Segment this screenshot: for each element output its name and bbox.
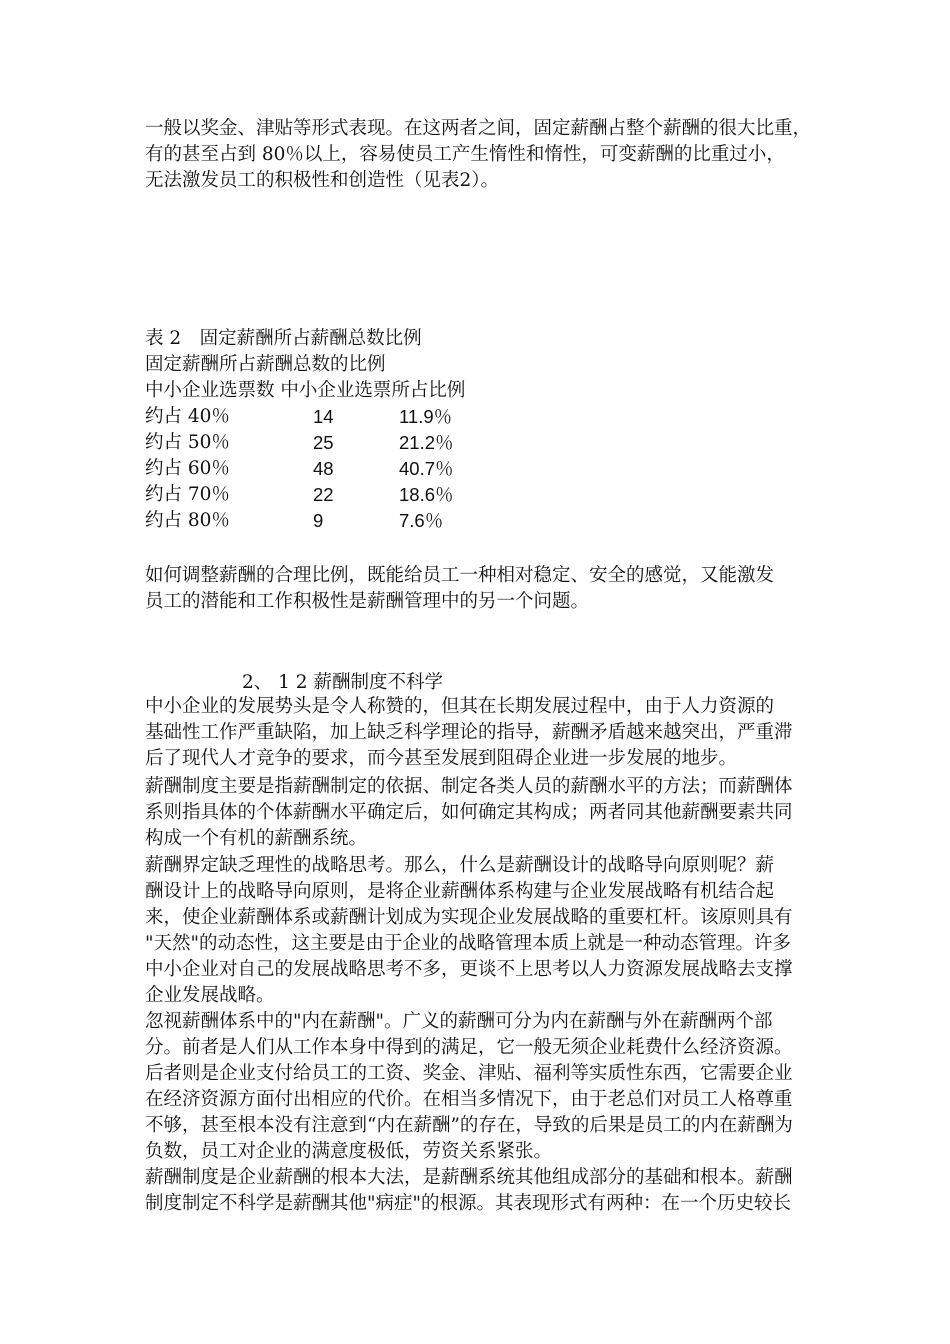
table-cell-share: 21.2％	[399, 432, 454, 453]
text-line: 后者则是企业支付给员工的工资、奖金、津贴、福利等实质性东西，它需要企业	[145, 1063, 793, 1084]
table-cell-count: 22	[313, 484, 334, 505]
body-paragraph	[145, 694, 810, 772]
text-line: 薪酬界定缺乏理性的战略思考。那么，什么是薪酬设计的战略导向原则呢？薪	[145, 855, 775, 876]
text-line: "天然"的动态性，这主要是由于企业的战略管理本质上就是一种动态管理。许多	[145, 933, 792, 954]
section-heading: 2、 1 2 薪酬制度不科学	[242, 672, 443, 693]
text-line: 薪酬制度是企业薪酬的根本大法，是薪酬系统其他组成部分的基础和根本。薪酬	[145, 1167, 793, 1188]
table-cell-count: 48	[313, 458, 334, 479]
table-cell-ratio: 约占 80％	[145, 510, 230, 531]
text-line: 分。前者是人们从工作本身中得到的满足，它一般无须企业耗费什么经济资源。	[145, 1037, 793, 1058]
table-col1-header: 固定薪酬所占薪酬总数的比例	[145, 354, 386, 375]
text-line: 无法激发员工的积极性和创造性（见表2）。	[145, 170, 500, 191]
text-line: 有的甚至占到 80％以上，容易使员工产生惰性和惰性，可变薪酬的比重过小，	[145, 144, 785, 165]
text-line: 负数，员工对企业的满意度极低，劳资关系紧张。	[145, 1141, 553, 1162]
text-line: 中小企业对自己的发展战略思考不多，更谈不上思考以人力资源发展战略去支撑	[145, 959, 793, 980]
text-line: 企业发展战略。	[145, 985, 275, 1006]
text-line: 系则指具体的个体薪酬水平确定后，如何确定其构成；两者同其他薪酬要素共同	[145, 802, 793, 823]
table-cell-ratio: 约占 40％	[145, 406, 230, 427]
text-line: 来，使企业薪酬体系或薪酬计划成为实现企业发展战略的重要杠杆。该原则具有	[145, 907, 793, 928]
body-paragraph	[145, 853, 810, 1009]
table-caption: 表 2 固定薪酬所占薪酬总数比例	[145, 328, 422, 349]
table-header-row	[145, 378, 645, 404]
adjust-paragraph	[145, 563, 810, 615]
table-cell-count: 14	[313, 406, 334, 427]
ratio-table	[145, 326, 645, 534]
text-line: 后了现代人才竞争的要求，而今甚至发展到阻碍企业进一步发展的地步。	[145, 748, 738, 769]
table-cell-share: 40.7％	[399, 458, 454, 479]
text-line: 如何调整薪酬的合理比例，既能给员工一种相对稳定、安全的感觉，又能激发	[145, 565, 775, 586]
table-row	[145, 404, 645, 430]
table-caption-row	[145, 326, 645, 352]
table-row	[145, 430, 645, 456]
table-cell-count: 25	[313, 432, 334, 453]
text-line: 中小企业的发展势头是令人称赞的，但其在长期发展过程中，由于人力资源的	[145, 696, 775, 717]
body-paragraph	[145, 1009, 810, 1165]
text-line: 在经济资源方面付出相应的代价。在相当多情况下，由于老总们对员工人格尊重	[145, 1089, 793, 1110]
text-line: 构成一个有机的薪酬系统。	[145, 828, 368, 849]
text-line: 一般以奖金、津贴等形式表现。在这两者之间，固定薪酬占整个薪酬的很大比重，	[145, 118, 812, 139]
table-cell-ratio: 约占 60％	[145, 458, 230, 479]
body-paragraph	[145, 774, 810, 852]
text-line: 薪酬制度主要是指薪酬制定的依据、制定各类人员的薪酬水平的方法；而薪酬体	[145, 776, 793, 797]
table-row	[145, 508, 645, 534]
table-cell-ratio: 约占 50％	[145, 432, 230, 453]
table-col23-header: 中小企业选票数 中小企业选票所占比例	[145, 380, 466, 401]
text-line: 制度制定不科学是薪酬其他"病症"的根源。其表现形式有两种：在一个历史较长	[145, 1193, 792, 1214]
table-cell-count: 9	[313, 510, 324, 531]
text-line: 基础性工作严重缺陷，加上缺乏科学理论的指导，薪酬矛盾越来越突出，严重滞	[145, 722, 793, 743]
table-header-row	[145, 352, 645, 378]
table-cell-share: 18.6％	[399, 484, 454, 505]
text-line: 忽视薪酬体系中的"内在薪酬"。广义的薪酬可分为内在薪酬与外在薪酬两个部	[145, 1011, 773, 1032]
body-paragraph	[145, 1165, 810, 1217]
intro-paragraph	[145, 116, 810, 194]
table-row	[145, 482, 645, 508]
text-line: 员工的潜能和工作积极性是薪酬管理中的另一个问题。	[145, 591, 590, 612]
table-cell-share: 11.9％	[399, 406, 453, 427]
table-row	[145, 456, 645, 482]
text-line: 不够，甚至根本没有注意到“内在薪酬”的存在，导致的后果是员工的内在薪酬为	[145, 1115, 793, 1136]
table-cell-ratio: 约占 70％	[145, 484, 230, 505]
text-line: 酬设计上的战略导向原则，是将企业薪酬体系构建与企业发展战略有机结合起	[145, 881, 775, 902]
table-cell-share: 7.6％	[399, 510, 444, 531]
